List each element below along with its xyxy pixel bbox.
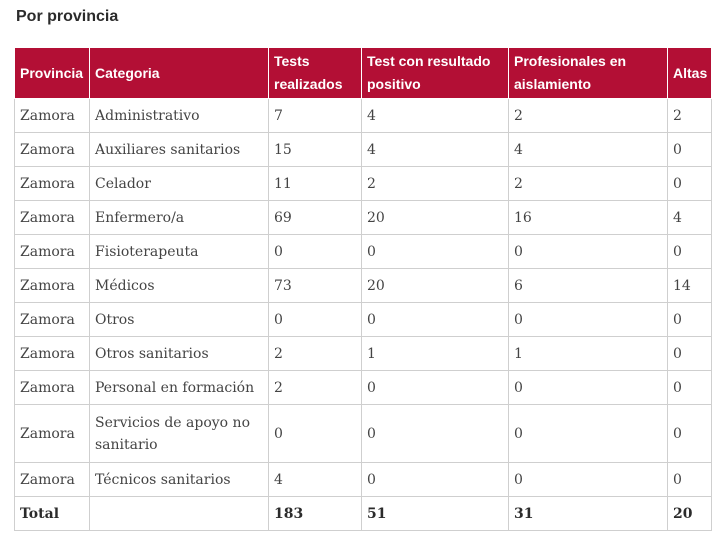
cell-provincia: Zamora [15, 371, 90, 405]
header-provincia: Provincia [15, 48, 90, 99]
cell-positivo: 20 [362, 201, 509, 235]
cell-altas: 0 [668, 303, 712, 337]
cell-provincia: Zamora [15, 133, 90, 167]
cell-aislamiento: 4 [509, 133, 668, 167]
cell-tests: 0 [269, 405, 362, 463]
cell-altas: 0 [668, 405, 712, 463]
cell-provincia: Zamora [15, 463, 90, 497]
header-tests-realizados: Tests realizados [269, 48, 362, 99]
table-header [15, 48, 712, 99]
cell-positivo: 0 [362, 463, 509, 497]
cell-categoria: Personal en formación [90, 371, 269, 405]
cell-positivo: 1 [362, 337, 509, 371]
cell-aislamiento: 2 [509, 167, 668, 201]
table-row [15, 371, 712, 405]
cell-tests: 2 [269, 337, 362, 371]
cell-categoria: Fisioterapeuta [90, 235, 269, 269]
cell-aislamiento: 6 [509, 269, 668, 303]
cell-positivo: 0 [362, 303, 509, 337]
cell-altas: 4 [668, 201, 712, 235]
table-row [15, 269, 712, 303]
province-table [14, 47, 712, 531]
table-row [15, 133, 712, 167]
cell-provincia: Zamora [15, 269, 90, 303]
cell-categoria: Servicios de apoyo no sanitario [90, 405, 269, 463]
cell-positivo: 4 [362, 99, 509, 133]
cell-tests: 0 [269, 303, 362, 337]
total-positivo: 51 [362, 497, 509, 531]
cell-aislamiento: 0 [509, 235, 668, 269]
cell-provincia: Zamora [15, 235, 90, 269]
cell-categoria: Enfermero/a [90, 201, 269, 235]
cell-tests: 69 [269, 201, 362, 235]
cell-tests: 4 [269, 463, 362, 497]
header-profesionales-aislamiento: Profesionales en aislamiento [509, 48, 668, 99]
cell-provincia: Zamora [15, 99, 90, 133]
cell-categoria: Médicos [90, 269, 269, 303]
cell-categoria: Auxiliares sanitarios [90, 133, 269, 167]
cell-positivo: 0 [362, 371, 509, 405]
cell-provincia: Zamora [15, 405, 90, 463]
cell-aislamiento: 2 [509, 99, 668, 133]
cell-provincia: Zamora [15, 201, 90, 235]
table-row [15, 99, 712, 133]
total-row [15, 497, 712, 531]
table-row [15, 235, 712, 269]
table-body [15, 99, 712, 531]
cell-aislamiento: 16 [509, 201, 668, 235]
cell-tests: 7 [269, 99, 362, 133]
total-label: Total [15, 497, 90, 531]
cell-altas: 0 [668, 463, 712, 497]
cell-altas: 0 [668, 235, 712, 269]
total-altas: 20 [668, 497, 712, 531]
cell-positivo: 4 [362, 133, 509, 167]
cell-aislamiento: 1 [509, 337, 668, 371]
cell-provincia: Zamora [15, 167, 90, 201]
cell-altas: 0 [668, 167, 712, 201]
cell-provincia: Zamora [15, 303, 90, 337]
table-row [15, 201, 712, 235]
cell-categoria: Otros [90, 303, 269, 337]
section-heading: Por provincia [16, 8, 119, 25]
table-row [15, 303, 712, 337]
table-row [15, 405, 712, 463]
cell-positivo: 0 [362, 235, 509, 269]
total-tests: 183 [269, 497, 362, 531]
cell-tests: 2 [269, 371, 362, 405]
cell-tests: 15 [269, 133, 362, 167]
cell-categoria: Otros sanitarios [90, 337, 269, 371]
cell-aislamiento: 0 [509, 405, 668, 463]
cell-aislamiento: 0 [509, 303, 668, 337]
cell-tests: 73 [269, 269, 362, 303]
cell-positivo: 2 [362, 167, 509, 201]
cell-altas: 0 [668, 133, 712, 167]
header-categoria: Categoria [90, 48, 269, 99]
total-categoria [90, 497, 269, 531]
cell-tests: 11 [269, 167, 362, 201]
cell-categoria: Celador [90, 167, 269, 201]
cell-positivo: 20 [362, 269, 509, 303]
cell-altas: 0 [668, 337, 712, 371]
cell-altas: 14 [668, 269, 712, 303]
cell-aislamiento: 0 [509, 371, 668, 405]
cell-aislamiento: 0 [509, 463, 668, 497]
cell-provincia: Zamora [15, 337, 90, 371]
cell-altas: 2 [668, 99, 712, 133]
table-row [15, 337, 712, 371]
cell-categoria: Administrativo [90, 99, 269, 133]
total-aislamiento: 31 [509, 497, 668, 531]
table-row [15, 167, 712, 201]
cell-altas: 0 [668, 371, 712, 405]
cell-positivo: 0 [362, 405, 509, 463]
table-row [15, 463, 712, 497]
header-row [15, 48, 712, 99]
cell-tests: 0 [269, 235, 362, 269]
header-test-positivo: Test con resultado positivo [362, 48, 509, 99]
cell-categoria: Técnicos sanitarios [90, 463, 269, 497]
header-altas: Altas [668, 48, 712, 99]
